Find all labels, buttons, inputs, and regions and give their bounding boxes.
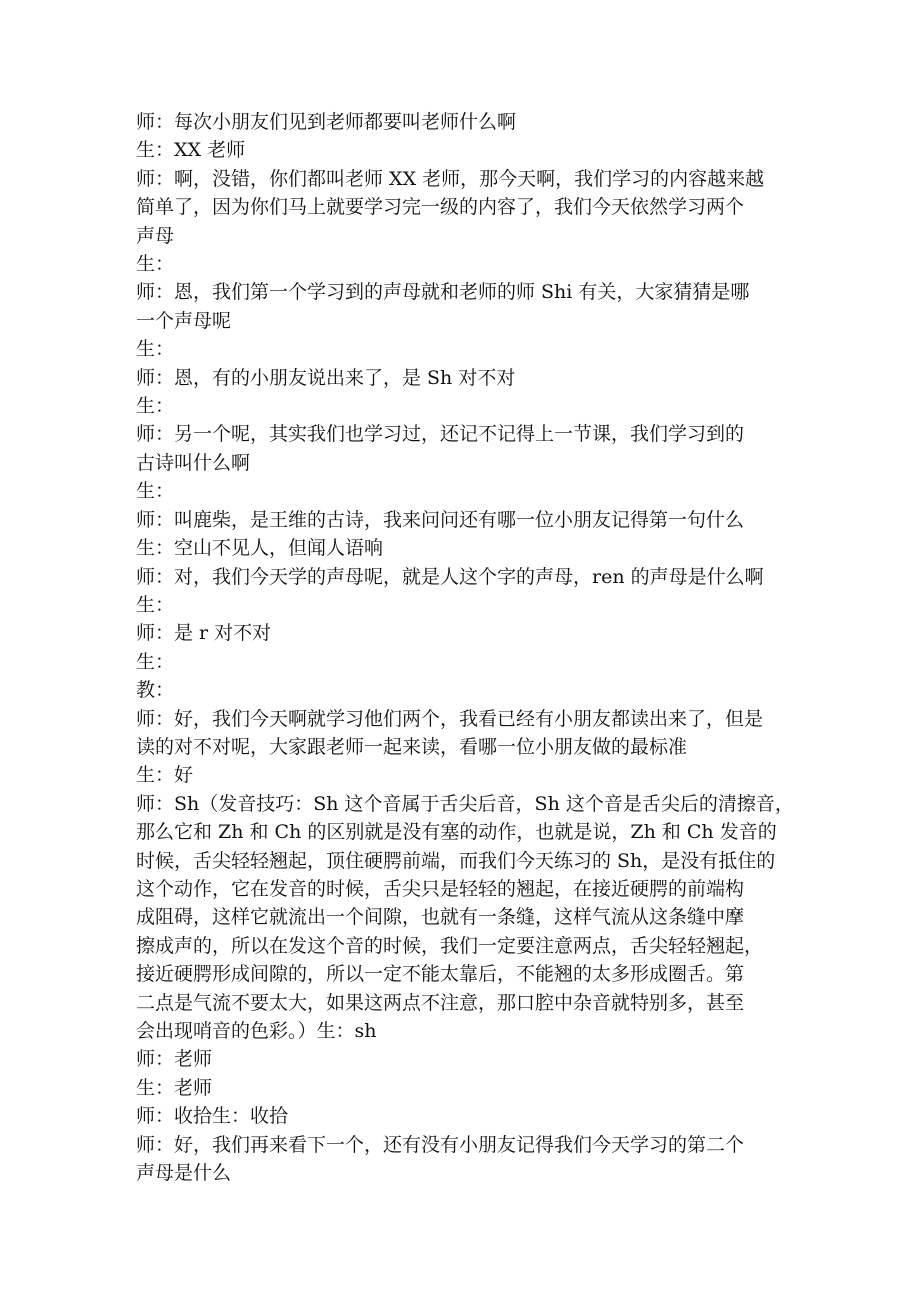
text-line: 简单了，因为你们马上就要学习完一级的内容了，我们今天依然学习两个 <box>136 196 745 219</box>
text-line: 师：好，我们今天啊就学习他们两个，我看已经有小朋友都读出来了，但是 <box>136 707 764 730</box>
text-line: 师：Sh（发音技巧：Sh 这个音属于舌尖后音，Sh 这个音是舌尖后的清擦音， <box>136 792 794 815</box>
text-line: 师：是 r 对不对 <box>136 622 272 645</box>
text-line: 声母是什么 <box>136 1162 232 1185</box>
text-line: 声母 <box>136 224 175 247</box>
text-line: 这个动作，它在发音的时候，舌尖只是轻轻的翘起，在接近硬腭的前端构 <box>136 877 745 900</box>
text-line: 生：空山不见人，但闻人语响 <box>136 537 384 560</box>
text-line: 生： <box>136 650 175 673</box>
text-line: 生： <box>136 593 175 616</box>
text-line: 擦成声的，所以在发这个音的时候，我们一定要注意两点，舌尖轻轻翘起， <box>136 934 764 957</box>
text-line: 师：好，我们再来看下一个，还有没有小朋友记得我们今天学习的第二个 <box>136 1133 745 1156</box>
text-line: 生：好 <box>136 764 194 787</box>
text-line: 师：每次小朋友们见到老师都要叫老师什么啊 <box>136 111 517 133</box>
text-line: 师：对，我们今天学的声母呢，就是人这个字的声母，ren 的声母是什么啊 <box>136 565 764 588</box>
text-line: 读的对不对呢，大家跟老师一起来读，看哪一位小朋友做的最标准 <box>136 735 688 758</box>
document-body <box>136 108 796 1187</box>
text-line: 时候，舌尖轻轻翘起，顶住硬腭前端，而我们今天练习的 Sh，是没有抵住的 <box>136 849 776 872</box>
text-line: 教： <box>136 679 175 702</box>
text-line: 二点是气流不要太大，如果这两点不注意，那口腔中杂音就特别多，甚至 <box>136 991 745 1014</box>
text-line: 生： <box>136 395 175 418</box>
text-line: 师：恩，我们第一个学习到的声母就和老师的师 Shi 有关，大家猜猜是哪 <box>136 281 750 304</box>
text-line: 生：XX 老师 <box>136 139 246 162</box>
text-line: 师：叫鹿柴，是王维的古诗，我来问问还有哪一位小朋友记得第一句什么 <box>136 508 745 531</box>
text-line: 生： <box>136 338 175 361</box>
text-line: 师：收拾生：收拾 <box>136 1105 289 1128</box>
text-line: 师：另一个呢，其实我们也学习过，还记不记得上一节课，我们学习到的 <box>136 423 745 446</box>
text-line: 成阻碍，这样它就流出一个间隙，也就有一条缝，这样气流从这条缝中摩 <box>136 906 745 929</box>
text-line: 师：啊，没错，你们都叫老师 XX 老师，那今天啊，我们学习的内容越来越 <box>136 167 765 190</box>
text-line: 接近硬腭形成间隙的，所以一定不能太靠后，不能翘的太多形成圈舌。第 <box>136 963 745 986</box>
text-line: 古诗叫什么啊 <box>136 451 251 474</box>
text-line: 会出现哨音的色彩。）生：sh <box>136 1020 377 1042</box>
text-line: 师：老师 <box>136 1048 213 1071</box>
text-line: 生： <box>136 480 175 503</box>
text-line: 生： <box>136 253 175 276</box>
text-line: 生：老师 <box>136 1076 213 1099</box>
text-line: 师：恩，有的小朋友说出来了，是 Sh 对不对 <box>136 366 516 389</box>
text-line: 那么它和 Zh 和 Ch 的区别就是没有塞的动作，也就是说，Zh 和 Ch 发音的 <box>136 821 777 844</box>
text-line: 一个声母呢 <box>136 309 232 332</box>
